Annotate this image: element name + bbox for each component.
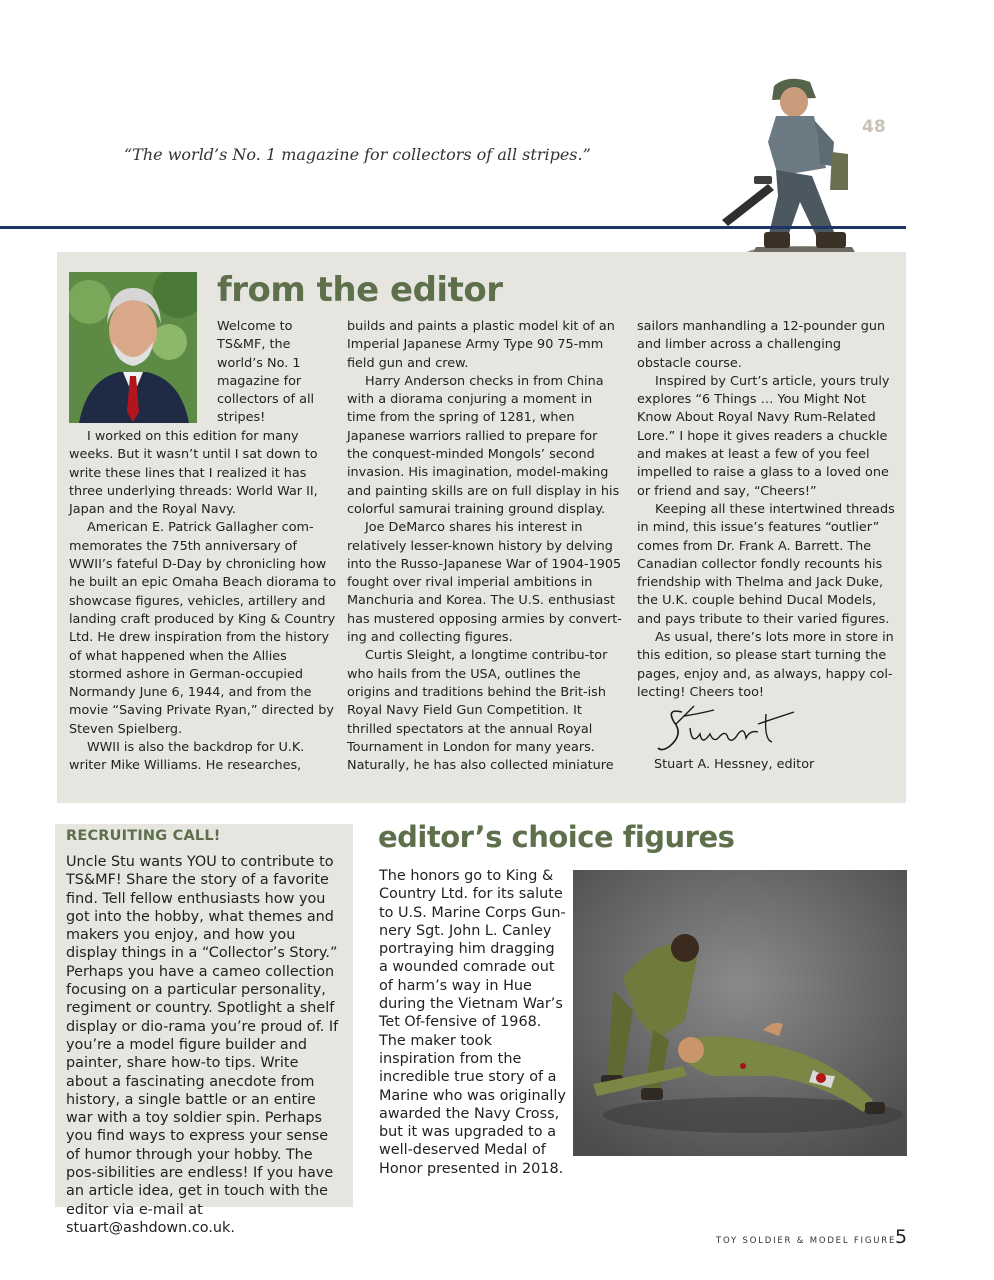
recruiting-sidebar [55, 824, 353, 1236]
paragraph: Harry Anderson checks in from China with a diorama conjuring a moment in time from the spring of 1281, when Japanese warriors rallied to prepare for the conquest-minded Mongols’ second invasion. His imagination, model-making and painting skills are on full display in his colorful samurai training ground display. [347, 373, 620, 517]
choice-heading: editor’s choice figures [378, 820, 735, 854]
kneeling-soldier-figure [716, 72, 866, 264]
paragraph-continued: builds and paints a plastic model kit of an Imperial Japanese Army Type 90 75-mm field gun and crew. [347, 319, 615, 371]
paragraph: WWII is also the backdrop for U.K. writer Mike Williams. He researches, [69, 740, 305, 774]
editor-column-1 [69, 428, 337, 776]
paragraph: I worked on this edition for many weeks. But it wasn’t until I sat down to write these lines that I realized it has three underlying threads: World War II, Japan and the Royal Navy. [69, 429, 318, 518]
editor-signoff: Stuart A. Hessney, editor [654, 757, 815, 772]
editor-signature [654, 700, 814, 760]
paragraph-continued: sailors manhandling a 12-pounder gun and limber across a challenging obstacle course. [637, 319, 886, 371]
magazine-tagline: “The world’s No. 1 magazine for collectors of all stripes.” [124, 145, 591, 164]
editor-portrait [69, 272, 197, 423]
editor-intro-paragraph: Welcome to TS&MF, the world’s No. 1 magazine for collectors of all stripes! [217, 319, 315, 426]
header-rule [0, 226, 906, 229]
paragraph: Curtis Sleight, a longtime contribu-tor who hails from the USA, outlines the origins and traditions behind the Brit-ish Royal Navy Field Gun Competition. It thrilled spectators at the annual Royal Tournament in London for many years. Naturally, he has also collected miniature [347, 648, 614, 774]
paragraph: American E. Patrick Gallagher com-memorates the 75th anniversary of WWII’s fateful D-Day by chronicling how he built an epic Omaha Beach diorama to showcase figures, vehicles, artillery and landing craft produced by King & Country Ltd. He drew inspiration from the history of what happened when the Allies stormed ashore in German-occupied Normandy June 6, 1944, and from the movie “Saving Private Ryan,” directed by Steven Spielberg. [69, 520, 337, 737]
issue-badge: 48 [862, 117, 886, 137]
editor-heading: from the editor [217, 270, 503, 310]
recruiting-title: RECRUITING CALL! [66, 828, 221, 844]
choice-body: The honors go to King & Country Ltd. for its salute to U.S. Marine Corps Gun-nery Sgt. John L. Canley portraying him dragging a wounded comrade out of harm’s way in Hue during the Vietnam War’s Tet Of-fensive of 1968. The maker took inspiration from the incredible true story of a Marine who was originally awarded the Navy Cross, but it was upgraded to a well-deserved Medal of Honor presented in 2018. [379, 868, 566, 1177]
marine-figure-photo [573, 870, 907, 1156]
paragraph: As usual, there’s lots more in store in this edition, so please start turning the pages, enjoy and, as always, happy col-lecting! Cheers too! [637, 630, 894, 700]
editor-column-2 [347, 318, 622, 775]
page-number: 5 [895, 1226, 908, 1248]
paragraph: Keeping all these intertwined threads in mind, this issue’s features “outlier” comes from Dr. Frank A. Barrett. The Canadian collector fondly recounts his friendship with Thelma and Jack Duke, the U.K. couple behind Ducal Models, and pays tribute to their varied figures. [637, 501, 895, 627]
paragraph: Joe DeMarco shares his interest in relatively lesser-known history by delving into the Russo-Japanese War of 1904-1905 fought over rival imperial ambitions in Manchuria and Korea. The U.S. enthusiast has mustered opposing armies by convert-ing and collecting figures. [347, 520, 622, 646]
editor-column-3 [637, 318, 899, 702]
editor-intro [217, 318, 337, 428]
paragraph: Inspired by Curt’s article, yours truly explores “6 Things … You Might Not Know About Royal Navy Rum-Related Lore.” I hope it gives readers a chuckle and makes at least a few of you feel impelled to raise a glass to a loved one or friend and say, “Cheers!” [637, 373, 890, 499]
recruiting-body: Uncle Stu wants YOU to contribute to TS&MF! Share the story of a favorite find. Tell fellow enthusiasts how you got into the hobby, what themes and makers you enjoy, and how you display things in a “Collector’s Story.” Perhaps you have a cameo collection focusing on a particular personality, regiment or country. Spotlight a shelf display or dio-rama you’re proud of. If you’re a model figure builder and painter, share how-to tips. Write about a fascinating anecdote from history, a single battle or an entire war with a toy soldier spin. Perhaps you find ways to express your sense of humor through your hobby. The pos-sibilities are endless! If you have an article idea, get in touch with the editor via e-mail at stuart@ashdown.co.uk. [66, 854, 339, 1236]
footer-magazine-title: TOY SOLDIER & MODEL FIGURE [716, 1236, 897, 1246]
